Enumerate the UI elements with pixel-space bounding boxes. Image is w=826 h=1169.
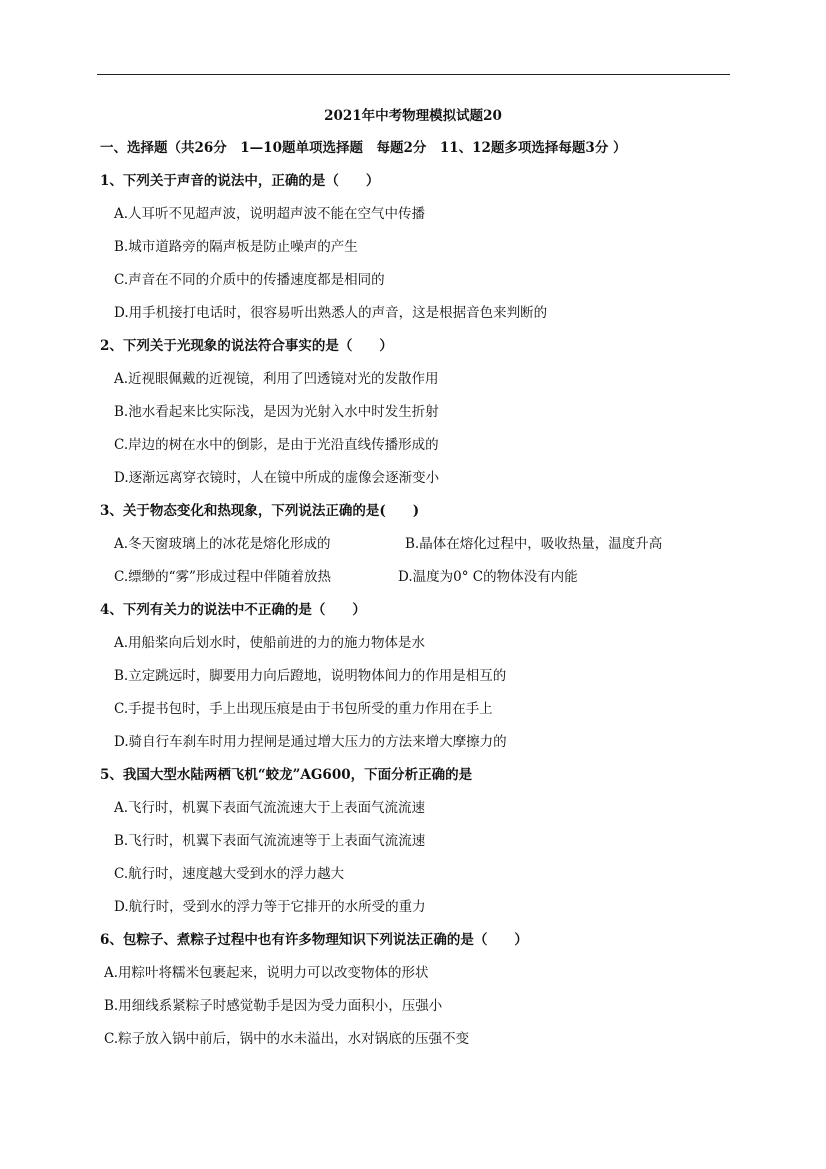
question-2-option-b: B.池水看起来比实际浅，是因为光射入水中时发生折射 <box>114 404 439 420</box>
page-title: 2021年中考物理模拟试题20 <box>324 108 502 124</box>
question-6-option-c: C.粽子放入锅中前后，锅中的水未溢出，水对锅底的压强不变 <box>104 1031 470 1047</box>
question-4-option-c: C.手提书包时，手上出现压痕是由于书包所受的重力作用在手上 <box>114 701 493 717</box>
header-rule <box>97 74 730 75</box>
question-5-option-c: C.航行时，速度越大受到水的浮力越大 <box>114 866 345 882</box>
question-5-stem: 5、我国大型水陆两栖飞机“蛟龙”AG600，下面分析正确的是 <box>100 767 473 783</box>
question-4-option-d: D.骑自行车刹车时用力捏闸是通过增大压力的方法来增大摩擦力的 <box>114 734 507 750</box>
question-6-option-b: B.用细线系紧粽子时感觉勒手是因为受力面积小，压强小 <box>104 998 443 1014</box>
question-5-option-b: B.飞行时，机翼下表面气流流速等于上表面气流流速 <box>114 833 426 849</box>
question-1-option-b: B.城市道路旁的隔声板是防止噪声的产生 <box>114 239 358 255</box>
question-3-option-b: B.晶体在熔化过程中，吸收热量，温度升高 <box>405 536 663 552</box>
question-1-option-a: A.人耳听不见超声波，说明超声波不能在空气中传播 <box>114 206 426 222</box>
question-3-option-a: A.冬天窗玻璃上的冰花是熔化形成的 <box>114 536 331 552</box>
question-2-option-a: A.近视眼佩戴的近视镜，利用了凹透镜对光的发散作用 <box>114 371 439 387</box>
question-5-option-a: A.飞行时，机翼下表面气流流速大于上表面气流流速 <box>114 800 426 816</box>
question-6-stem: 6、包粽子、煮粽子过程中也有许多物理知识下列说法正确的是（ ） <box>100 932 528 948</box>
question-5-option-d: D.航行时，受到水的浮力等于它排开的水所受的重力 <box>114 899 426 915</box>
question-2-stem: 2、下列关于光现象的说法符合事实的是（ ） <box>100 338 393 354</box>
question-6-option-a: A.用粽叶将糯米包裹起来，说明力可以改变物体的形状 <box>104 965 429 981</box>
question-1-option-d: D.用手机接打电话时，很容易听出熟悉人的声音，这是根据音色来判断的 <box>114 305 548 321</box>
question-1-option-c: C.声音在不同的介质中的传播速度都是相同的 <box>114 272 385 288</box>
question-2-option-d: D.逐渐远离穿衣镜时，人在镜中所成的虚像会逐渐变小 <box>114 470 440 486</box>
question-2-option-c: C.岸边的树在水中的倒影，是由于光沿直线传播形成的 <box>114 437 439 453</box>
question-4-option-a: A.用船桨向后划水时，使船前进的力的施力物体是水 <box>114 635 426 651</box>
question-3-option-d: D.温度为0° C的物体没有内能 <box>398 569 578 585</box>
section-heading: 一、选择题（共26分 1—10题单项选择题 每题2分 11、12题多项选择每题3分 ） <box>100 140 627 156</box>
question-3-option-c: C.缥缈的“雾”形成过程中伴随着放热 <box>114 569 331 585</box>
question-1-stem: 1、下列关于声音的说法中，正确的是（ ） <box>100 173 380 189</box>
question-4-stem: 4、下列有关力的说法中不正确的是（ ） <box>100 602 366 618</box>
question-4-option-b: B.立定跳远时，脚要用力向后蹬地，说明物体间力的作用是相互的 <box>114 668 507 684</box>
question-3-stem: 3、关于物态变化和热现象，下列说法正确的是( ) <box>100 503 420 519</box>
